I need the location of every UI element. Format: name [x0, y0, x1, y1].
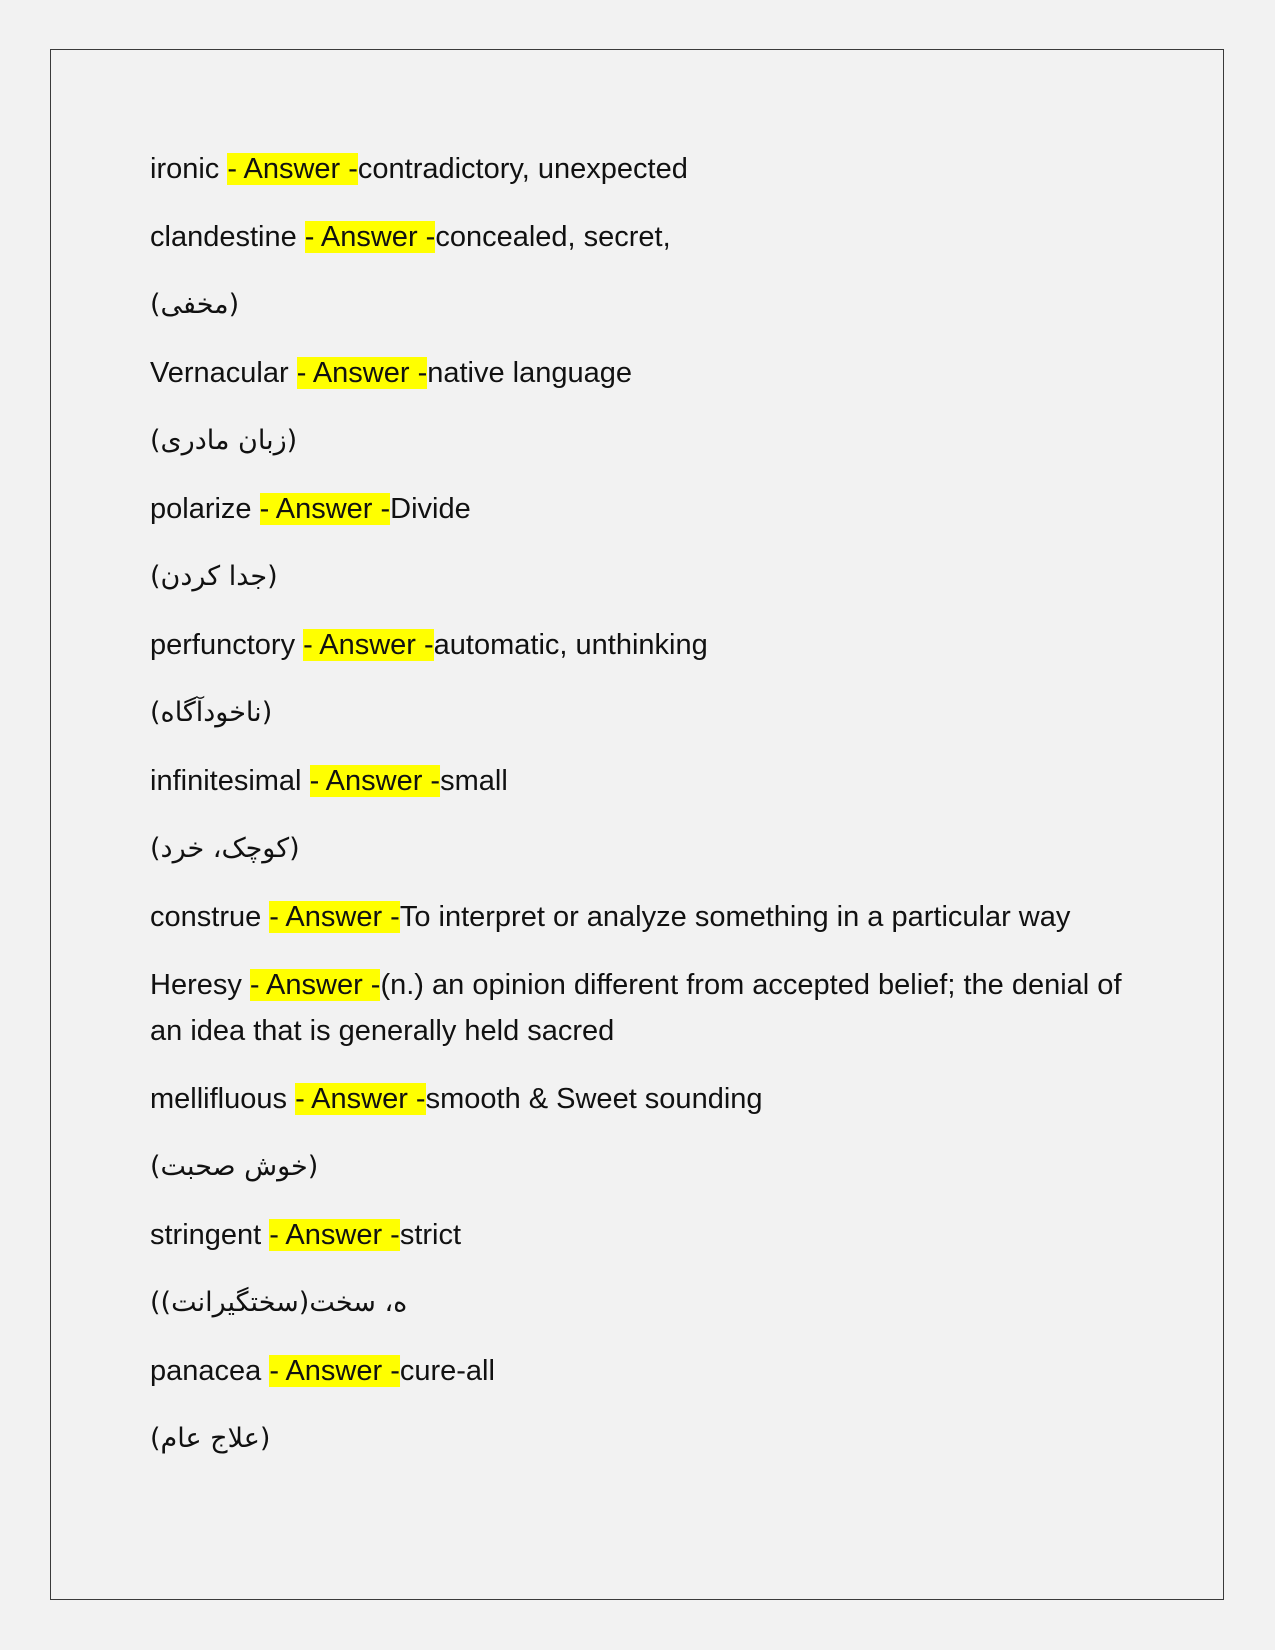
definition: contradictory, unexpected [357, 153, 688, 185]
answer-marker: - Answer - [295, 1083, 426, 1115]
glossary-entry-vernacular [150, 350, 1160, 396]
glossary-entry-clandestine [150, 214, 1160, 260]
persian-translation: (ناخودآگاه) [150, 697, 273, 728]
glossary-entry-infinitesimal [150, 758, 1160, 804]
persian-translation: ((سختگیرانت)ه، سخت [150, 1287, 408, 1318]
glossary-entry-heresy [150, 962, 1160, 1054]
translation-infinitesimal [150, 826, 1160, 872]
definition: small [440, 765, 508, 797]
definition: smooth & Sweet sounding [425, 1083, 763, 1115]
answer-marker: - Answer - [259, 493, 391, 525]
persian-translation: (جدا کردن) [150, 561, 278, 592]
glossary-entry-construe [150, 894, 1160, 940]
glossary-entry-panacea [150, 1348, 1160, 1394]
translation-perfunctory [150, 690, 1160, 736]
answer-marker: - Answer - [269, 1355, 400, 1387]
answer-marker: - Answer - [303, 629, 434, 661]
term: polarize [150, 493, 260, 525]
term: mellifluous [150, 1083, 296, 1115]
persian-translation: (مخفی) [150, 289, 240, 320]
definition: native language [427, 357, 633, 389]
glossary-entry-polarize [150, 486, 1160, 532]
definition: strict [399, 1219, 462, 1251]
term: Vernacular [150, 357, 297, 389]
answer-marker: - Answer - [309, 765, 441, 797]
translation-panacea [150, 1416, 1160, 1462]
glossary-entry-mellifluous [150, 1076, 1160, 1122]
glossary-entry-ironic [150, 146, 1160, 192]
persian-translation: (زبان مادری) [150, 425, 298, 456]
definition: Divide [390, 493, 471, 525]
answer-marker: - Answer - [269, 901, 400, 933]
translation-polarize [150, 554, 1160, 600]
translation-stringent [150, 1280, 1160, 1326]
answer-marker: - Answer - [304, 221, 436, 253]
definition: To interpret or analyze something in a particular way [399, 901, 1071, 933]
definition: concealed, secret, [435, 221, 671, 253]
definition: (n.) an opinion different from accepted belief; the denial of an idea that is generally held sacred [150, 969, 1122, 1047]
translation-vernacular [150, 418, 1160, 464]
persian-translation: (خوش صحبت) [150, 1151, 319, 1182]
answer-marker: - Answer - [269, 1219, 400, 1251]
term: stringent [150, 1219, 270, 1251]
term: Heresy [150, 969, 250, 1001]
term: infinitesimal [150, 765, 310, 797]
translation-clandestine [150, 282, 1160, 328]
answer-marker: - Answer - [296, 357, 428, 389]
glossary-entry-perfunctory [150, 622, 1160, 668]
term: construe [150, 901, 270, 933]
term: panacea [150, 1355, 270, 1387]
answer-marker: - Answer - [227, 153, 358, 185]
term: clandestine [150, 221, 305, 253]
persian-translation: (کوچک، خرد) [150, 833, 300, 864]
definition: automatic, unthinking [433, 629, 708, 661]
answer-marker: - Answer - [249, 969, 381, 1001]
term: ironic [150, 153, 228, 185]
definition: cure-all [399, 1355, 495, 1387]
persian-translation: (علاج عام) [150, 1423, 271, 1454]
term: perfunctory [150, 629, 304, 661]
glossary-entry-stringent [150, 1212, 1160, 1258]
glossary-list [150, 146, 1160, 1484]
translation-mellifluous [150, 1144, 1160, 1190]
